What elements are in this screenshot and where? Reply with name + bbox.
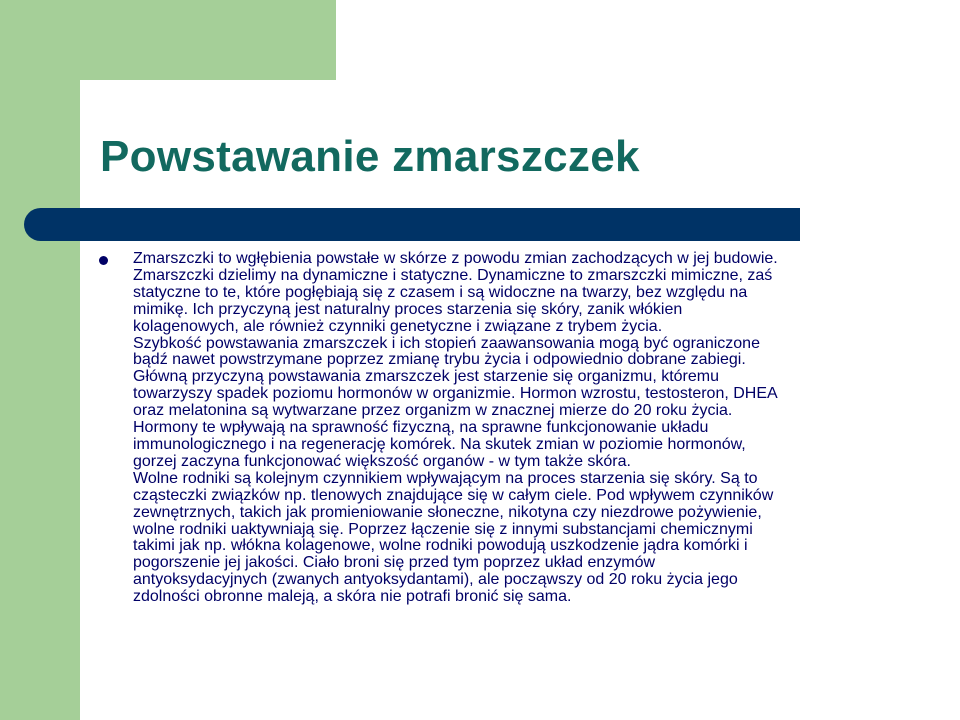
slide-title: Powstawanie zmarszczek [100, 132, 640, 181]
text-line: Zmarszczki dzielimy na dynamiczne i statyczne. Dynamiczne to zmarszczki mimiczne, zaś [133, 266, 773, 284]
text-line: statyczne to te, które pogłębiają się z czasem i są widoczne na twarzy, bez względu na [133, 283, 748, 301]
text-line: antyoksydacyjnych (zwanych antyoksydantami), ale począwszy od 20 roku życia jego [133, 571, 738, 589]
text-line: oraz melatonina są wytwarzane przez organizm w znacznej mierze do 20 roku życia. [133, 402, 733, 420]
text-line: cząsteczki związków np. tlenowych znajdujące się w całym ciele. Pod wpływem czynników [133, 486, 774, 504]
text-line: towarzyszy spadek poziomu hormonów w organizmie. Hormon wzrostu, testosteron, DHEA [133, 385, 778, 403]
green-top-corner [0, 0, 336, 80]
text-line: gorzej zaczyna funkcjonować większość organów - w tym także skóra. [133, 452, 631, 470]
text-line: mimikę. Ich przyczyną jest naturalny proces starzenia się skóry, zanik włókien [133, 300, 683, 318]
text-line: pogorszenie jej jakości. Ciało broni się przed tym poprzez układ enzymów [133, 554, 656, 572]
text-line: zewnętrznych, takich jak promieniowanie słoneczne, nikotyna czy niezdrowe pożywienie, [133, 503, 762, 521]
text-line: wolne rodniki uaktywniają się. Poprzez łączenie się z innymi substancjami chemicznymi [133, 520, 753, 538]
bullet-dot-icon [99, 256, 108, 265]
text-line: Szybkość powstawania zmarszczek i ich stopień zaawansowania mogą być ograniczone [133, 334, 760, 352]
text-line: immunologicznego i na regenerację komórek. Na skutek zmian w poziomie hormonów, [133, 435, 746, 453]
title-underline-bar [24, 208, 800, 241]
text-line: kolagenowych, ale również czynniki genetyczne i związane z trybem życia. [133, 317, 663, 335]
text-line: Hormony te wpływają na sprawność fizyczną, na sprawne funkcjonowanie układu [133, 419, 709, 437]
green-side-band [0, 0, 80, 720]
text-line: Zmarszczki to wgłębienia powstałe w skórze z powodu zmian zachodzących w jej budowie. [133, 250, 778, 267]
text-line: Główną przyczyną powstawania zmarszczek jest starzenie się organizmu, któremu [133, 368, 720, 386]
text-line: zdolności obronne maleją, a skóra nie potrafi bronić się sama. [133, 588, 572, 606]
bullet-text [133, 251, 933, 606]
text-line: takimi jak np. włókna kolagenowe, wolne rodniki powodują uszkodzenie jądra komórki i [133, 537, 748, 555]
text-line: bądź nawet powstrzymane poprzez zmianę trybu życia i odpowiednio dobrane zabiegi. [133, 351, 746, 369]
text-line: Wolne rodniki są kolejnym czynnikiem wpływającym na proces starzenia się skóry. Są to [133, 469, 758, 487]
